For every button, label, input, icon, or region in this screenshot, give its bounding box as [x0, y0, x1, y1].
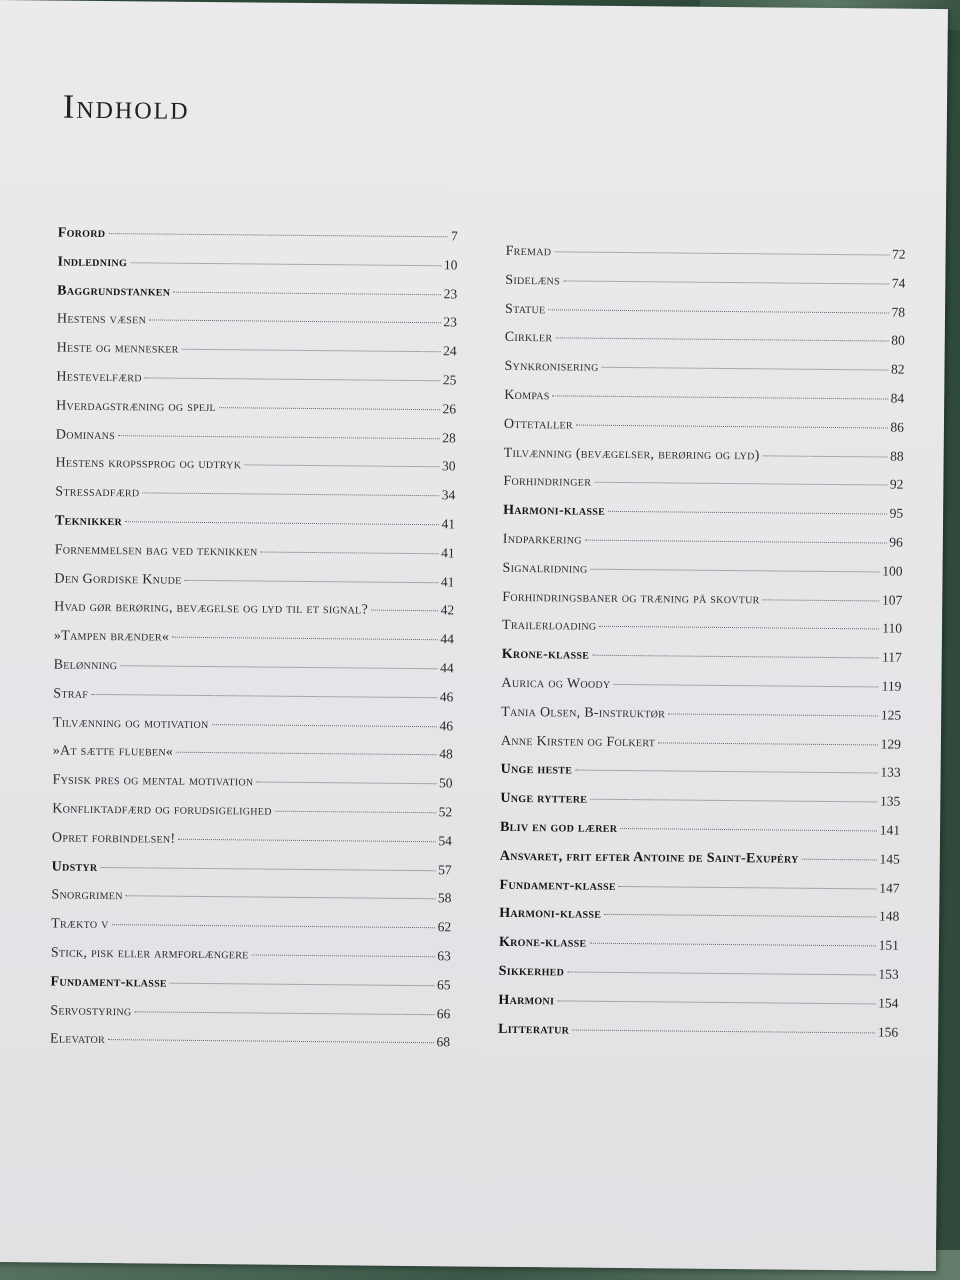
toc-entry-page-number: 147	[879, 880, 900, 896]
toc-entry-page-number: 151	[878, 937, 900, 953]
toc-entry	[503, 444, 903, 477]
toc-entry-label: Fundament-klasse	[499, 877, 616, 894]
dot-leader	[134, 1011, 433, 1015]
toc-entry	[54, 599, 454, 632]
toc-entry-page-number: 41	[440, 573, 455, 589]
toc-entry-page-number: 48	[439, 746, 453, 762]
toc-entry-label: Opret forbindelsen!	[51, 830, 176, 847]
dot-leader	[244, 465, 439, 468]
toc-entry-label: Tilvænning (bevægelser, berøring og lyd)	[503, 445, 760, 463]
toc-entry	[55, 484, 455, 517]
toc-entry	[504, 358, 904, 391]
dot-leader	[763, 599, 879, 601]
toc-entry-label: Straf	[53, 686, 89, 702]
toc-entry	[498, 992, 898, 1025]
toc-entry-label: Anne Kirsten og Folkert	[500, 733, 656, 750]
toc-entry-label: »Tampen brænder«	[53, 628, 170, 645]
toc-entry-page-number: 24	[443, 343, 457, 359]
toc-entry-label: Teknikker	[54, 513, 123, 530]
toc-entry-page-number: 58	[437, 890, 452, 906]
toc-entry-label: Indparkering	[502, 531, 582, 548]
toc-entry-label: Heste og mennesker	[56, 340, 179, 357]
dot-leader	[182, 349, 441, 352]
toc-entry-label: Cirkler	[504, 330, 553, 346]
toc-entry	[53, 743, 453, 776]
toc-entry-page-number: 50	[438, 775, 453, 791]
toc-entry-label: Tilvænning og motivation	[52, 715, 209, 732]
toc-entry-page-number: 92	[889, 476, 904, 493]
toc-entry	[500, 790, 900, 823]
toc-entry-label: Forhindringer	[503, 474, 592, 491]
toc-entry-label: Krone-klasse	[498, 934, 587, 951]
dot-leader	[126, 896, 435, 900]
toc-entry	[503, 502, 903, 535]
toc-entry-page-number: 23	[443, 314, 457, 330]
toc-entry-label: »At sætte flueben«	[52, 743, 174, 761]
toc-entry	[505, 300, 905, 333]
toc-entry-page-number: 46	[439, 717, 454, 733]
dot-leader	[589, 943, 875, 947]
dot-leader	[591, 568, 880, 572]
toc-entry	[58, 225, 458, 258]
page-title: Indhold	[62, 88, 190, 127]
dot-leader	[149, 320, 440, 324]
toc-entry-label: Synkronisering	[504, 359, 599, 375]
toc-entry-label: Belønning	[53, 657, 118, 674]
toc-entry	[51, 944, 451, 977]
dot-leader	[608, 511, 886, 515]
dot-leader	[172, 637, 437, 641]
dot-leader	[553, 395, 888, 399]
toc-left-column	[50, 225, 458, 1064]
toc-entry	[503, 531, 903, 564]
toc-entry	[502, 617, 902, 650]
toc-entry-label: Hestens kropssprog og udtryk	[55, 455, 242, 473]
toc-entry	[55, 541, 455, 574]
dot-leader	[575, 770, 877, 774]
dot-leader	[108, 1039, 433, 1043]
toc-entry-page-number: 42	[440, 602, 455, 618]
toc-entry-label: Hverdagstræning og spejl	[56, 398, 217, 415]
toc-entry	[501, 675, 901, 708]
dot-leader	[557, 1000, 875, 1004]
toc-entry	[56, 369, 456, 402]
toc-entry-page-number: 117	[881, 649, 902, 665]
toc-entry-page-number: 54	[438, 832, 453, 849]
dot-leader	[594, 482, 887, 486]
toc-entry-page-number: 156	[877, 1023, 899, 1040]
toc-entry-page-number: 68	[436, 1034, 451, 1050]
toc-entry-label: Harmoni	[498, 992, 555, 1009]
dot-leader	[120, 665, 437, 669]
dot-leader	[549, 309, 889, 313]
toc-entry-page-number: 28	[442, 429, 456, 445]
toc-entry-page-number: 154	[878, 995, 899, 1011]
dot-leader	[178, 838, 435, 841]
toc-entry	[505, 243, 905, 276]
toc-entry-page-number: 23	[443, 285, 458, 301]
dot-leader	[91, 694, 437, 698]
dot-leader	[555, 338, 888, 342]
toc-entry-label: Fysisk pres og mental motivation	[52, 772, 254, 790]
toc-entry	[499, 963, 899, 996]
toc-entry-label: Harmoni-klasse	[503, 503, 606, 520]
toc-entry-label: Aurica og Woody	[501, 675, 611, 692]
toc-entry-label: Sidelæns	[505, 272, 561, 289]
toc-entry-page-number: 135	[880, 793, 901, 809]
toc-entry-page-number: 107	[881, 592, 903, 608]
toc-entry-label: Indledning	[57, 254, 128, 271]
toc-entry	[504, 416, 904, 449]
toc-entry-page-number: 110	[882, 620, 903, 637]
dot-leader	[118, 435, 439, 439]
toc-entry-page-number: 153	[878, 966, 899, 982]
dot-leader	[658, 742, 877, 745]
toc-entry-page-number: 100	[882, 563, 903, 579]
toc-entry	[53, 685, 453, 718]
toc-entry-page-number: 7	[450, 228, 458, 244]
toc-entry-label: Baggrundstanken	[57, 283, 171, 300]
dot-leader	[592, 655, 879, 659]
dot-leader	[572, 1029, 875, 1033]
toc-entry-label: Harmoni-klasse	[499, 906, 602, 923]
toc-entry-label: Unge ryttere	[500, 790, 588, 807]
toc-entry	[51, 887, 451, 920]
toc-entry	[55, 513, 455, 546]
toc-entry-page-number: 78	[891, 304, 906, 320]
toc-entry	[56, 340, 456, 373]
toc-entry-page-number: 63	[437, 948, 451, 964]
dot-leader	[763, 455, 887, 457]
toc-entry	[56, 397, 456, 430]
toc-entry-page-number: 52	[438, 804, 453, 820]
toc-entry	[502, 646, 902, 679]
toc-entry	[500, 761, 900, 794]
dot-leader	[100, 867, 435, 871]
toc-entry-label: Ansvaret, frit efter Antoine de Saint-Exupéry	[499, 848, 799, 867]
dot-leader	[275, 811, 436, 814]
toc-entry-label: Dominans	[55, 427, 116, 443]
toc-entry-label: Hestens væsen	[56, 311, 147, 328]
toc-entry-page-number: 80	[891, 332, 905, 349]
toc-entry	[56, 426, 456, 459]
toc-entry	[503, 473, 903, 506]
toc-entry	[505, 329, 905, 362]
dot-leader	[604, 914, 876, 918]
toc-entry	[500, 819, 900, 852]
dot-leader	[563, 280, 889, 284]
toc-entry-page-number: 34	[441, 487, 456, 503]
toc-entry-page-number: 95	[889, 505, 904, 521]
toc-entry-label: Hvad gør berøring, bevægelse og lyd til et signal?	[54, 599, 369, 618]
toc-entry-page-number: 148	[878, 908, 900, 925]
toc-entry-label: Bliv en god lærer	[500, 819, 618, 836]
dot-leader	[668, 713, 878, 716]
toc-entry	[504, 387, 904, 420]
toc-entry	[50, 1002, 450, 1035]
dot-leader	[108, 233, 448, 237]
dot-leader	[554, 251, 889, 255]
dot-leader	[170, 982, 434, 986]
toc-entry-label: Signalridning	[502, 560, 588, 577]
dot-leader	[130, 262, 441, 266]
toc-entry	[501, 732, 901, 765]
toc-entry	[500, 848, 900, 881]
toc-entry-label: Trækto v	[51, 916, 109, 933]
toc-entry-page-number: 72	[892, 246, 906, 262]
dot-leader	[261, 551, 439, 554]
toc-entry	[502, 588, 902, 621]
dot-leader	[212, 724, 437, 727]
toc-entry-label: Snorgrimen	[51, 887, 123, 904]
toc-entry-label: Forord	[57, 225, 106, 242]
toc-entry-page-number: 145	[879, 851, 900, 867]
toc-entry-label: Stick, pisk eller armforlængere	[50, 945, 249, 963]
toc-entry-page-number: 96	[889, 534, 903, 550]
toc-entry	[50, 1031, 450, 1064]
toc-entry-page-number: 62	[437, 919, 452, 935]
toc-entry-label: Ottetaller	[503, 416, 573, 433]
toc-entry-label: Statue	[504, 301, 546, 317]
toc-entry	[499, 905, 899, 938]
toc-right-column	[498, 243, 906, 1053]
toc-entry-page-number: 84	[890, 390, 905, 406]
toc-entry-label: Den Gordiske Knude	[54, 571, 182, 588]
dot-leader	[219, 407, 440, 410]
toc-entry-label: Tania Olsen, B-instruktør	[501, 704, 666, 722]
toc-entry-label: Litteratur	[498, 1021, 570, 1038]
toc-entry	[499, 876, 899, 909]
toc-entry	[54, 570, 454, 603]
toc-entry-page-number: 25	[442, 372, 457, 388]
toc-entry-label: Fremad	[505, 243, 552, 260]
toc-entry	[55, 455, 455, 488]
dot-leader	[142, 493, 438, 497]
toc-entry-label: Krone-klasse	[501, 647, 590, 663]
dot-leader	[125, 521, 438, 525]
toc-entry-page-number: 82	[890, 361, 905, 377]
toc-entry	[50, 973, 450, 1006]
dot-leader	[585, 540, 886, 544]
toc-entry	[498, 1020, 898, 1053]
toc-entry-page-number: 44	[440, 660, 454, 676]
toc-entry-label: Fornemmelsen bag ved teknikken	[54, 542, 258, 560]
toc-entry	[51, 916, 451, 949]
toc-entry	[57, 311, 457, 344]
dot-leader	[620, 828, 877, 831]
dot-leader	[256, 782, 436, 785]
toc-entry	[505, 272, 905, 305]
dot-leader	[599, 626, 879, 630]
toc-entry	[502, 560, 902, 593]
toc-entry	[501, 704, 901, 737]
dot-leader	[173, 291, 440, 295]
toc-entry-page-number: 133	[880, 764, 901, 781]
toc-entry-page-number: 30	[441, 458, 456, 474]
toc-entry-label: Forhindringsbaner og træning på skovtur	[502, 589, 760, 607]
dot-leader	[602, 367, 888, 371]
toc-entry-page-number: 74	[891, 275, 906, 291]
toc-entry-page-number: 125	[880, 707, 902, 723]
toc-entry-page-number: 46	[439, 689, 454, 705]
dot-leader	[185, 579, 438, 582]
toc-entry-page-number: 129	[880, 736, 901, 752]
dot-leader	[590, 799, 877, 803]
dot-leader	[576, 424, 888, 428]
toc-entry-page-number: 57	[438, 861, 452, 877]
toc-entry-label: Fundament-klasse	[50, 974, 168, 991]
toc-entry	[52, 829, 452, 862]
toc-entry	[57, 253, 457, 286]
dot-leader	[371, 610, 438, 612]
toc-entry-page-number: 119	[881, 678, 902, 694]
dot-leader	[567, 971, 875, 975]
toc-entry	[53, 656, 453, 689]
toc-entry-page-number: 44	[440, 631, 454, 647]
toc-entry	[52, 772, 452, 805]
toc-entry-label: Unge heste	[500, 762, 573, 778]
dot-leader	[112, 924, 435, 928]
toc-entry	[52, 800, 452, 833]
toc-entry-label: Udstyr	[51, 859, 98, 875]
toc-entry-page-number: 26	[442, 401, 457, 417]
toc-entry-label: Stressadfærd	[55, 484, 140, 501]
toc-entry	[57, 282, 457, 315]
toc-entry-page-number: 41	[441, 516, 456, 532]
toc-entry	[54, 628, 454, 661]
toc-entry-page-number: 41	[441, 545, 455, 561]
toc-entry-label: Kompas	[504, 387, 550, 404]
toc-entry-page-number: 10	[443, 257, 458, 273]
toc-entry-label: Elevator	[49, 1031, 106, 1048]
dot-leader	[252, 954, 435, 957]
toc-entry-page-number: 86	[890, 419, 905, 435]
dot-leader	[619, 886, 876, 889]
dot-leader	[613, 684, 878, 688]
toc-entry-page-number: 88	[890, 448, 904, 464]
toc-entry-label: Hestevelfærd	[56, 369, 142, 386]
dot-leader	[176, 752, 436, 755]
toc-entry-page-number: 65	[436, 976, 451, 993]
toc-entry-label: Sikkerhed	[498, 963, 565, 980]
toc-entry	[53, 714, 453, 747]
toc-entry	[51, 858, 451, 891]
toc-entry-label: Servostyring	[50, 1003, 132, 1019]
toc-entry-page-number: 141	[879, 822, 901, 838]
toc-entry-page-number: 66	[436, 1005, 451, 1021]
toc-entry-label: Konfliktadfærd og forudsigelighed	[52, 801, 272, 819]
dot-leader	[802, 858, 877, 860]
toc-entry	[499, 934, 899, 967]
toc-entry-label: Trailerloading	[501, 618, 597, 635]
dot-leader	[145, 377, 440, 381]
